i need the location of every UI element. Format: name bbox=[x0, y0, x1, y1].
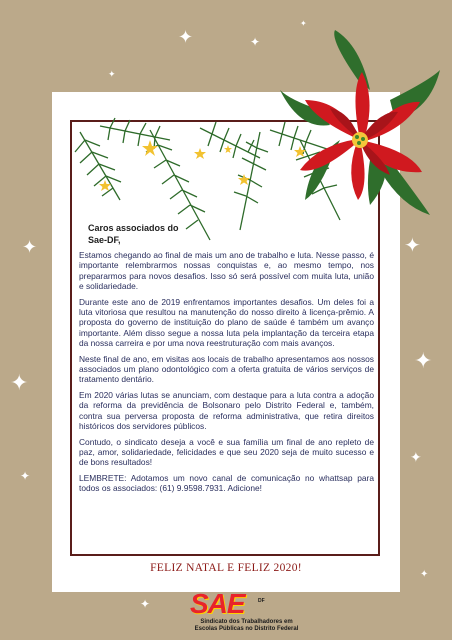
greeting-line-2: Sae-DF, bbox=[88, 235, 121, 245]
paragraph: Neste final de ano, em visitas aos locais de trabalho apresentamos aos nossos associados um plano odontológico com a oferta gratuita de vários serviços de tratamento dentário. bbox=[79, 353, 374, 385]
sae-logo bbox=[184, 588, 324, 640]
logo-suffix: DF bbox=[258, 598, 265, 604]
logo-subtitle-line-1: Sindicato dos Trabalhadores em bbox=[200, 619, 293, 625]
sparkle-icon: ✦ bbox=[22, 237, 38, 257]
logo-subtitle bbox=[184, 619, 309, 633]
sparkle-icon: ✦ bbox=[10, 370, 29, 395]
sparkle-icon: ✦ bbox=[140, 597, 151, 611]
sparkle-icon: ✦ bbox=[420, 569, 429, 580]
sparkle-icon: ✦ bbox=[108, 69, 116, 79]
logo-name: SAE bbox=[190, 588, 245, 619]
sparkle-icon: ✦ bbox=[404, 235, 421, 257]
paragraph: Contudo, o sindicato deseja a você e sua família um final de ano repleto de paz, amor, solidariedade, felicidades e que seu 2020 seja de muito sucesso e de bons resultados! bbox=[79, 436, 374, 468]
closing-message: FELIZ NATAL E FELIZ 2020! bbox=[150, 562, 302, 574]
paragraph: LEMBRETE: Adotamos um novo canal de comunicação no whattsap para todos os associados: (61) 9.9598.7931. Adicione! bbox=[79, 472, 374, 494]
greeting-line-1: Caros associados do bbox=[88, 223, 179, 233]
logo-subtitle-line-2: Escolas Públicas no Distrito Federal bbox=[194, 626, 299, 632]
sparkle-icon: ✦ bbox=[414, 348, 433, 373]
paragraph: Durante este ano de 2019 enfrentamos importantes desafios. Um deles foi a luta vitoriosa que resultou na manutenção do nosso direito à licença-prêmio. A proposta do governo de instituição do plano de saúde é também um avanço importante. Além disso segue a nossa luta pela implantação da terceira etapa da nossa carreira e por uma nova reestruturação com mais avanços. bbox=[79, 296, 374, 349]
sparkle-icon: ✦ bbox=[300, 19, 307, 28]
greeting bbox=[88, 222, 188, 246]
sparkle-icon: ✦ bbox=[410, 449, 422, 465]
paragraph: Em 2020 várias lutas se anunciam, com destaque para a luta contra a adoção da reforma da previdência de Bolsonaro pelo Distrito Federal e, também, contra sua perversa proposta de reforma administrativa, que retira direitos históricos dos servidores públicos. bbox=[79, 389, 374, 432]
letter-body bbox=[79, 250, 374, 499]
paragraph: Estamos chegando ao final de mais um ano de trabalho e luta. Nesse passo, é importante relembrarmos nossas conquistas e, ao mesmo tempo, nos prepararmos para novos desafios. Isso só será possível com muita luta, união e solidariedade. bbox=[79, 250, 374, 292]
sparkle-icon: ✦ bbox=[250, 35, 261, 49]
sparkle-icon: ✦ bbox=[20, 469, 31, 483]
sparkle-icon: ✦ bbox=[178, 27, 194, 47]
